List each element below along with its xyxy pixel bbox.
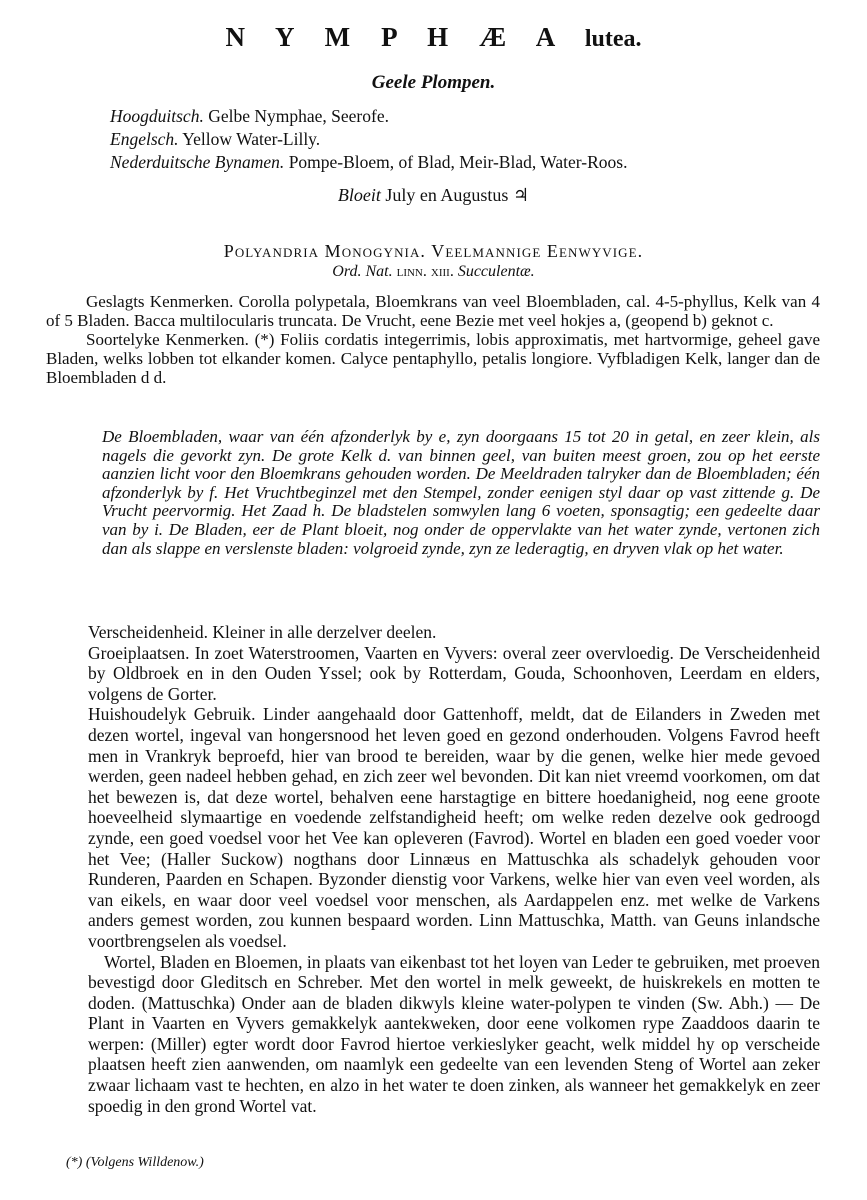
- name-value: Yellow Water-Lilly.: [182, 129, 321, 149]
- uses-paragraph: Huishoudelyk Gebruik. Linder aangehaald door Gattenhoff, meldt, dat de Eilanders in Zweden met dezen wortel, ingeval van hongersnood het leven goed en gezond onderhouden. Volgens Favrod heeft men in Vrankryk beproefd, hier van brood te bereiden, waar by die genen, welke hier mede gevoed werden, geen nadeel hebben gehad, en zich zeer wel bevonden. Dit kan niet vreemd voorkomen, om dat het bewezen is, dat deze wortel, behalven eene harstagtige en bittere hoedanigheid, nog eene groote hoeveelheid slymaartige en voedende zelfstandigheid heeft; om welke reden dezelve ook gedroogd zynde, een goed voedsel voor het Vee kan opleveren (Favrod). Wortel en bladen een goed voeder voor het Vee; (Haller Suckow) nogthans door Linnæus en Mattuschka als schadelyk gehouden voor Runderen, Paarden en Schapen. Byzonder dienstig voor Varkens, welke hier van even veel worden, als van eikels, en waar door veel voedsel voor menschen, als Aardappelen enz. met welke de Varkens anders gemest worden, zou kunnen bespaard worden. Linn Mattuschka, Matth. van Geuns inlandsche voortbrengselen als voedsel.: [88, 704, 820, 951]
- name-value: Gelbe Nymphae, Seerofe.: [208, 106, 389, 126]
- flowering-months: July en Augustus: [385, 185, 509, 205]
- name-english: [110, 129, 320, 150]
- footnote: (*) (Volgens Willdenow.): [66, 1155, 204, 1170]
- varieties-paragraph: Verscheidenheid. Kleiner in alle derzelver deelen.: [88, 622, 437, 642]
- order-name: Succulentæ.: [457, 263, 535, 280]
- name-label: Hoogduitsch.: [110, 106, 204, 126]
- name-dutch: [110, 152, 627, 173]
- name-label: Nederduitsche Bynamen.: [110, 152, 285, 172]
- description-text: De Bloembladen, waar van één afzonderlyk by e, zyn doorgaans 15 tot 20 in getal, en zeer klein, als nagels die gevorkt zyn. De grote Kelk d. van binnen geel, van buiten meest groen, zou op het eerste aanzien licht voor den Bloemkrans gehouden worden. De Meeldraden talryker dan de Bloembladen; één afzonderlyk by f. Het Vruchtbeginzel met den Stempel, zonder eenigen styl daar op vast zittende g. De Vrucht peervormig. Het Zaad h. De bladstelen somwylen lang 6 voeten, sponsagtig; een gedeelte daar van by i. De Bladen, eer de Plant bloeit, nog onder de oppervlakte van het water zynde, vertonen zich dan als slappe en verslenste bladen: volgroeid zynde, zyn ze lederagtig, en dryven vlak op het water.: [102, 427, 820, 558]
- perennial-symbol: ♃: [512, 185, 530, 205]
- common-name: Geele Plompen.: [371, 72, 496, 93]
- flowering-period: [0, 185, 867, 206]
- name-value: Pompe-Bloem, of Blad, Meir-Blad, Water-Roos.: [288, 152, 628, 172]
- description-section: [102, 428, 820, 558]
- species-name: lutea.: [584, 26, 642, 52]
- specific-characters: Soortelyke Kenmerken. (*) Foliis cordatis integerrimis, lobis approximatis, met hartvormige, geheel gave Bladen, welks lobben tot elkander komen. Calyce pentaphyllo, petalis longiore. Vyfbladigen Kelk, langer dan de Bloembladen d d.: [46, 330, 820, 387]
- generic-characters: Geslagts Kenmerken. Corolla polypetala, Bloemkrans van veel Bloembladen, cal. 4-5-phyllus, Kelk van 4 of 5 Bladen. Bacca multilocularis truncata. De Vrucht, eene Bezie met veel hokjes a, (geopend b) geknot c.: [46, 292, 820, 330]
- root-paragraph: Wortel, Bladen en Bloemen, in plaats van eikenbast tot het loyen van Leder te gebruiken, met proeven bevestigd door Gleditsch en Schreber. Met den wortel in melk geweekt, de huiskrekels en motten te doden. (Mattuschka) Onder aan de bladen dikwyls kleine water-polypen te vinden (Sw. Abh.) — De Plant in Vaarten en Vyvers gemakkelyk aantekweken, door eene volkomen rype Zaaddoos daarin te werpen: (Miller) egter wordt door Favrod hiertoe verkieslyker geacht, welk middel hy op verscheide plaatsen heeft zien aanwenden, om naamlyk een gedeelte van een levenden Steng of Wortel aan zeker zwaar lichaam vast te hechten, en alzo in het water te doen zinken, als wanneer het gemakkelyk en zeer spoedig in den grond Wortel vat.: [88, 951, 820, 1116]
- flowering-label: Bloeit: [337, 185, 381, 205]
- name-german: [110, 106, 389, 127]
- classification-line: Polyandria Monogynia. Veelmannige Eenwyvige.: [223, 241, 644, 261]
- genus-name: N Y M P H Æ A: [225, 22, 566, 52]
- natural-order: [0, 263, 867, 281]
- habitat-paragraph: Groeiplaatsen. In zoet Waterstroomen, Vaarten en Vyvers: overal zeer overvloedig. De Verscheidenheid by Oldbroek en in den Ouden Yssel; ook by Rotterdam, Gouda, Schoonhoven, Leerdam en elders, volgens de Gorter.: [88, 642, 820, 704]
- order-label: Ord. Nat.: [332, 263, 393, 280]
- body-section: [88, 622, 820, 1116]
- order-number: linn. xiii.: [396, 263, 454, 280]
- name-label: Engelsch.: [110, 129, 179, 149]
- characters-section: [46, 292, 820, 387]
- page-title: [0, 22, 867, 53]
